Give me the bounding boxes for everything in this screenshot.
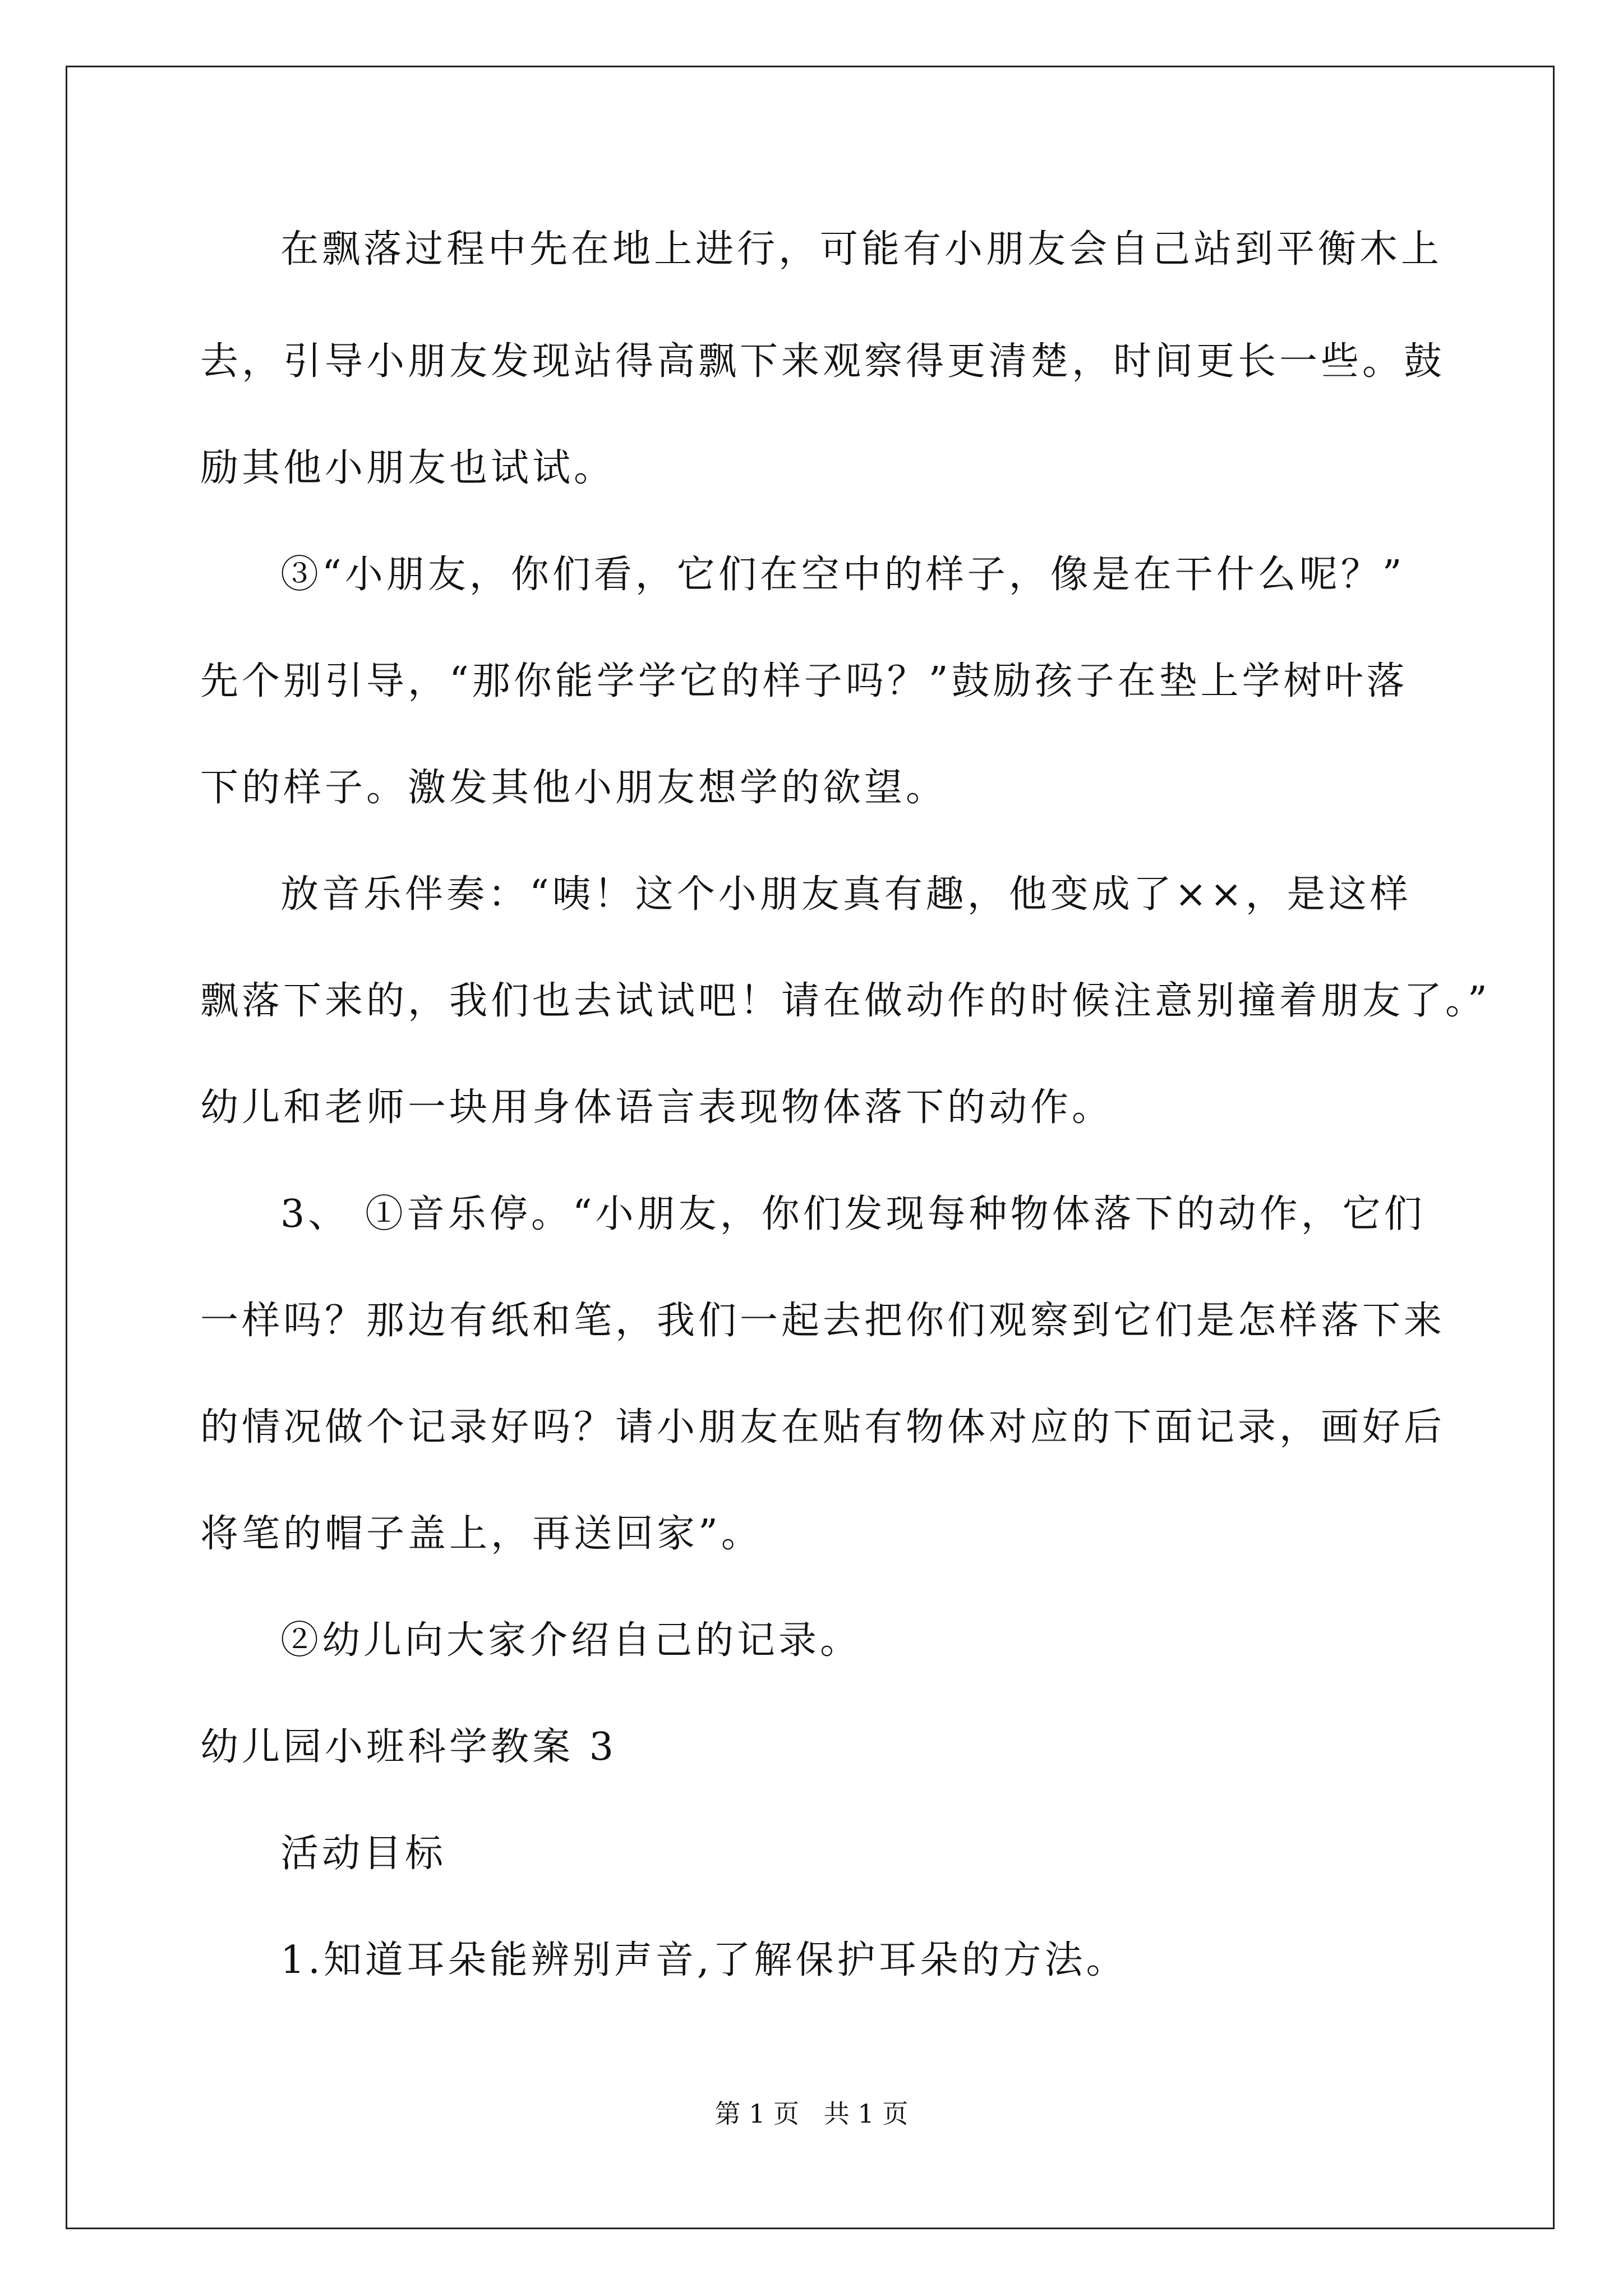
paragraph-line-10: 3、 ①音乐停。“小朋友，你们发现每种物体落下的动作，它们 [280, 1192, 1426, 1236]
subheading-activity-goals: 活动目标 [280, 1832, 447, 1876]
paragraph-line-9: 幼儿和老师一块用身体语言表现物体落下的动作。 [200, 1085, 1114, 1130]
paragraph-line-6: 下的样子。激发其他小朋友想学的欲望。 [200, 766, 948, 810]
paragraph-line-7: 放音乐伴奏：“咦！这个小朋友真有趣，他变成了××，是这样 [280, 872, 1412, 917]
section-heading: 幼儿园小班科学教案 3 [200, 1725, 617, 1769]
paragraph-line-5: 先个别引导，“那你能学学它的样子吗？”鼓励孩子在垫上学树叶落 [200, 659, 1408, 703]
paragraph-line-1: 在飘落过程中先在地上进行，可能有小朋友会自己站到平衡木上 [280, 227, 1443, 272]
page-footer: 第 1 页 共 1 页 [714, 2099, 909, 2129]
paragraph-line-14: ②幼儿向大家介绍自己的记录。 [280, 1618, 862, 1663]
paragraph-line-2: 去，引导小朋友发现站得高飘下来观察得更清楚，时间更长一些。鼓 [200, 339, 1446, 384]
list-item-1: 1.知道耳朵能辨别声音,了解保护耳朵的方法。 [280, 1938, 1128, 1982]
paragraph-line-12: 的情况做个记录好吗？请小朋友在贴有物体对应的下面记录，画好后 [200, 1405, 1446, 1450]
paragraph-line-8: 飘落下来的，我们也去试试吧！请在做动作的时候注意别撞着朋友了。” [200, 979, 1491, 1023]
paragraph-line-4: ③“小朋友，你们看，它们在空中的样子，像是在干什么呢？” [280, 553, 1405, 597]
paragraph-line-13: 将笔的帽子盖上，再送回家”。 [200, 1512, 763, 1556]
paragraph-line-3: 励其他小朋友也试试。 [200, 446, 616, 490]
paragraph-line-11: 一样吗？那边有纸和笔，我们一起去把你们观察到它们是怎样落下来 [200, 1299, 1446, 1343]
page-border [66, 66, 1555, 2229]
